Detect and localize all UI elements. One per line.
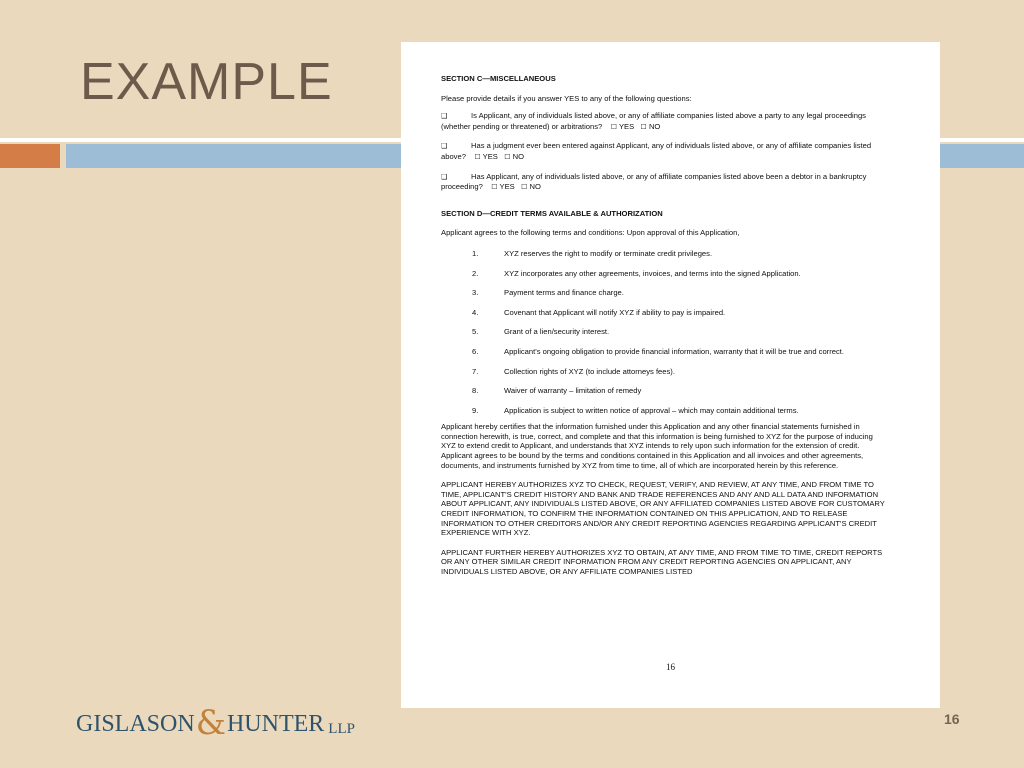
yes-label: YES (482, 151, 498, 161)
no-checkbox-icon[interactable]: ☐ (521, 183, 528, 192)
yes-label: YES (499, 182, 515, 192)
logo-text-gislason: GISLASON (76, 711, 195, 737)
no-label: NO (648, 121, 661, 131)
term-item (441, 347, 887, 357)
logo-text-hunter: HUNTER (226, 711, 325, 737)
no-label: NO (512, 151, 524, 161)
accent-bar-orange (0, 144, 60, 168)
question-text: Has Applicant, any of individuals listed above, or any of affiliate companies listed above been a debtor in a bankruptcy proceeding? (441, 171, 867, 192)
checkbox-icon: ❑ (441, 142, 448, 151)
term-text: Waiver of warranty – limitation of remedy (504, 386, 642, 396)
no-label: NO (529, 182, 541, 192)
term-item (441, 308, 887, 318)
company-logo (76, 703, 355, 743)
term-number: 9. (472, 405, 479, 415)
document-body (441, 74, 887, 587)
question-item (441, 141, 887, 162)
yes-checkbox-icon[interactable]: ☐ (474, 152, 481, 161)
question-text: Has a judgment ever been entered against Applicant, any of individuals listed above, or any of affiliate companies listed above? (441, 141, 872, 161)
term-item (441, 327, 887, 337)
slide-number: 16 (944, 711, 960, 727)
question-text: Is Applicant, any of individuals listed above, or any of affiliate companies listed above a party to any legal proceedings (whether pending or threatened) or arbitrations? (441, 111, 866, 131)
no-checkbox-icon[interactable]: ☐ (504, 152, 511, 161)
section-d-intro: Applicant agrees to the following terms and conditions: Upon approval of this Application, (441, 228, 740, 238)
term-text: XYZ reserves the right to modify or terminate credit privileges. (504, 248, 713, 258)
section-c-intro: Please provide details if you answer YES to any of the following questions: (441, 93, 692, 103)
term-number: 3. (472, 288, 479, 298)
further-authorization-paragraph: APPLICANT FURTHER HEREBY AUTHORIZES XYZ TO OBTAIN, AT ANY TIME, AND FROM TIME TO TIME, CREDIT REPORTS OR ANY OTHER SIMILAR CREDIT INFORMATION FROM ANY CREDIT REPORTING AGENCIES ON APPLICANT, ANY INDIVIDUALS LISTED ABOVE, OR ANY AFFILIATE COMPANIES LISTED (441, 547, 883, 576)
term-number: 6. (472, 346, 479, 356)
question-item (441, 111, 887, 132)
term-text: Collection rights of XYZ (to include attorneys fees). (504, 366, 675, 376)
terms-list (441, 249, 887, 415)
term-item (441, 386, 887, 396)
term-item (441, 406, 887, 416)
checkbox-icon: ❑ (441, 172, 448, 181)
term-number: 8. (472, 386, 479, 396)
yes-checkbox-icon[interactable]: ☐ (491, 183, 498, 192)
no-checkbox-icon[interactable]: ☐ (640, 122, 647, 131)
term-item (441, 249, 887, 259)
authorization-paragraph: APPLICANT HEREBY AUTHORIZES XYZ TO CHECK, REQUEST, VERIFY, AND REVIEW, AT ANY TIME, AND FROM TIME TO TIME, APPLICANT'S CREDIT HISTORY AND BANK AND TRADE REFERENCES AND ANY AND ALL DATA AND INFORMATION ABOUT APPLICANT, ANY INDIVIDUALS LISTED ABOVE, OR ANY AFFILIATED COMPANIES LISTED ABOVE FOR CUSTOMARY CREDIT INFORMATION, TO CONFIRM THE INFORMATION CONTAINED ON THIS APPLICATION, AND TO RELEASE INFORMATION TO OTHER CREDITORS AND/OR ANY CREDIT REPORTING AGENCIES REGARDING APPLICANT'S CREDIT EXPERIENCE WITH XYZ. (441, 480, 885, 538)
term-item (441, 269, 887, 279)
document-page (401, 42, 940, 708)
logo-ampersand: & (195, 703, 226, 743)
term-number: 7. (472, 366, 479, 376)
term-text: XYZ incorporates any other agreements, invoices, and terms into the signed Application. (504, 268, 801, 278)
term-number: 5. (472, 327, 479, 337)
yes-label: YES (618, 121, 635, 131)
term-text: Application is subject to written notice of approval – which may contain additional terms. (504, 405, 799, 415)
term-number: 1. (472, 248, 479, 258)
question-item (441, 172, 887, 193)
slide-title: EXAMPLE (80, 53, 333, 111)
term-text: Applicant's ongoing obligation to provide financial information, warranty that it will be true and correct. (504, 346, 844, 356)
checkbox-icon: ❑ (441, 112, 448, 121)
term-item (441, 288, 887, 298)
term-number: 2. (472, 268, 479, 278)
term-number: 4. (472, 307, 479, 317)
section-d-heading: SECTION D—CREDIT TERMS AVAILABLE & AUTHORIZATION (441, 208, 663, 218)
term-text: Payment terms and finance charge. (504, 288, 624, 298)
term-item (441, 367, 887, 377)
term-text: Covenant that Applicant will notify XYZ if ability to pay is impaired. (504, 307, 726, 317)
certification-paragraph: Applicant hereby certifies that the information furnished under this Application and any other financial statements furnished in connection herewith, is true, correct, and complete and that this information is being furnished to XYZ for the purpose of inducing XYZ to extend credit to Applicant, and understands that XYZ intends to rely upon such information for the extension of credit. Applicant agrees to be bound by the terms and conditions contained in this Application and all invoices and other agreements, documents, and instruments furnished by XYZ from time to time, all of which are incorporated herein by this reference. (441, 422, 873, 470)
term-text: Grant of a lien/security interest. (504, 327, 610, 337)
section-c-heading: SECTION C—MISCELLANEOUS (441, 74, 556, 83)
document-page-number: 16 (666, 662, 675, 672)
logo-text-llp: LLP (328, 721, 355, 737)
yes-checkbox-icon[interactable]: ☐ (610, 122, 617, 131)
